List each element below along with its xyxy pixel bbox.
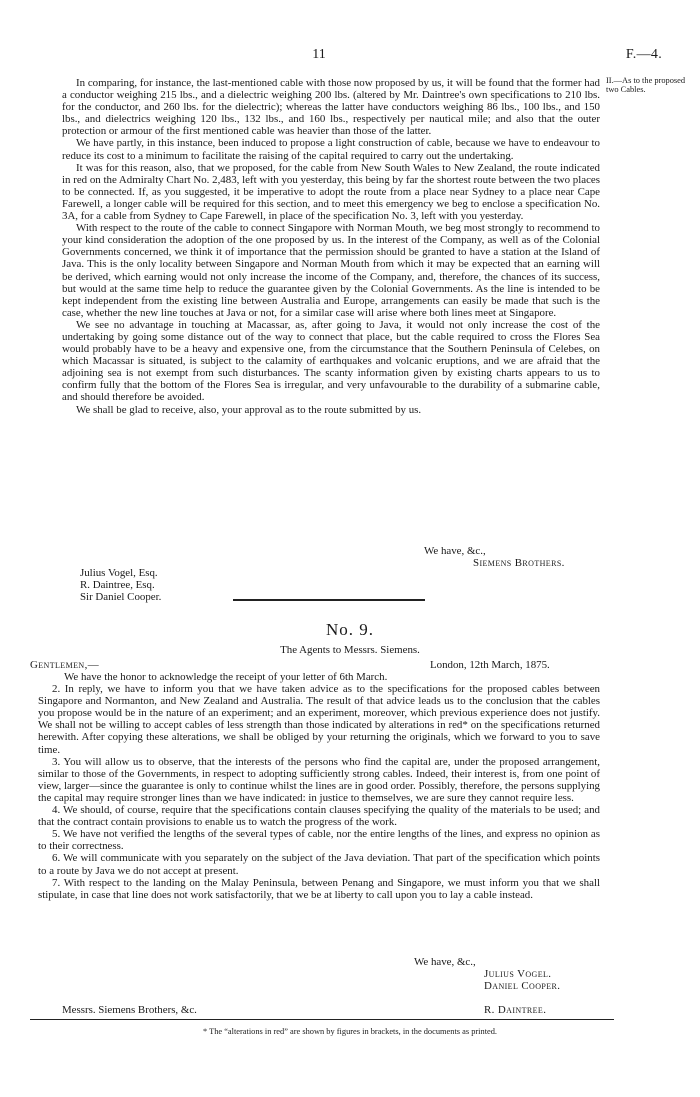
salutation: Gentlemen,—	[30, 659, 99, 671]
paragraph: We shall be glad to receive, also, your approval as to the route submitted by us.	[76, 403, 422, 416]
signature: R. Daintree.	[484, 1004, 547, 1016]
closing-line: We have, &c.,	[414, 956, 476, 968]
signature: Julius Vogel.	[484, 968, 552, 980]
addressee: Julius Vogel, Esq.	[80, 567, 158, 579]
paragraph: We have partly, in this instance, been induced to propose a light construction of cable, because we have to endeavour to reduce its cost to a minimum to facilitate the raising of the capital required to carry out the undertaking.	[62, 137, 600, 162]
paragraph: With respect to the route of the cable to connect Singapore with Norman Mouth, we beg most strongly to recommend to your kind consideration the adoption of the one proposed by us. In the interest of the Company, as well as of the Colonial Governments concerned, we think it of importance that the permission should be granted to have a station at the Island of Java. This is the only locality between Singapore and Norman Mouth from which it may be expected that an earning will be derived, which earning would not only increase the income of the Company, and, therefore, the chances of its success, but would at the same time help to reduce the guarantee given by the Colonial Governments. As the line is intended to be kept independent from the existing line between Australia and Europe, arrangements can easily be made that such is the case, whether the new line touches at Java or not, for a similar case will arise where both lines meet at Singapore.	[62, 222, 600, 319]
addressee: Messrs. Siemens Brothers, &c.	[62, 1004, 197, 1016]
footnote: * The “alterations in red” are shown by figures in brackets, in the documents as printed.	[202, 1027, 498, 1036]
letter-body-siemens	[62, 77, 600, 416]
margin-note: II.—As to the proposed two Cables.	[606, 76, 686, 95]
paragraph: 2. In reply, we have to inform you that we have taken advice as to the specifications for the proposed cables between Singapore and Normanton, and New Zealand and Australia. The result of that advice leads us to the conclusion that the cables you propose would be in the nature of an experiment; and an experiment, moreover, which previous experience does not justify. We shall not be willing to accept cables of less strength than those indicated by alterations in red* on the specifications returned herewith. After copying these alterations, we shall be obliged by your returning the originals, which we forward to you to save time.	[38, 683, 600, 756]
addressee-block	[80, 567, 161, 603]
paper-reference: F.—4.	[625, 47, 662, 62]
paragraph: 3. You will allow us to observe, that the interests of the persons who find the capital are, under the proposed arrangement, similar to those of the Governments, in respect to adopting sufficiently strong cables. Indeed, their interest is, from one point of view, larger—since the guarantee is only to continue whilst the lines are in good order. Possibly, therefore, the persons supplying the capital may require stronger lines than we have indicated: in justice to themselves, we are sure they cannot require less.	[38, 755, 600, 804]
document-number: No. 9.	[325, 620, 375, 639]
section-divider	[233, 599, 425, 601]
paragraph: 6. We will communicate with you separately on the subject of the Java deviation. That part of the specification which points to a route by Java we do not accept at present.	[38, 852, 600, 877]
place-date: London, 12th March, 1875.	[430, 659, 550, 671]
paragraph: In comparing, for instance, the last-mentioned cable with those now proposed by us, it will be found that the former had a conductor weighing 215 lbs., and a dielectric weighing 200 lbs. (altered by Mr. Daintree's own specifications to 210 lbs. for the conductor, and 260 lbs. for the dielectric); whereas the latter have conductors weighing 86 lbs., 100 lbs., and 150 lbs., and dielectrics weighing 120 lbs., 132 lbs., and 160 lbs., respectively per nautical mile; and also that the outer protection or armour of the first mentioned cable was heavier than those of the latter.	[62, 77, 600, 138]
paragraph: 4. We should, of course, require that the specifications contain clauses specifying the quality of the materials to be used; and that the contract contain provisions to enable us to watch the progress of the work.	[38, 804, 600, 829]
signature: Siemens Brothers.	[473, 557, 565, 569]
page-number: 11	[312, 47, 326, 62]
paragraph: 5. We have not verified the lengths of the several types of cable, nor the entire lengths of the lines, and express no opinion as to their correctness.	[38, 828, 600, 853]
paragraph: It was for this reason, also, that we proposed, for the cable from New South Wales to New Zealand, the route indicated in red on the Admiralty Chart No. 2,483, left with you yesterday, this being by far the shortest route between the two places to be connected. If, as you suggested, it be imperative to adopt the route from a place near Sydney to a place near Cape Farewell, a longer cable will be required for this section, and to meet this emergency we beg to enclose a specification No. 3A, for a cable from Sydney to Cape Farewell, in place of the specification No. 3, left with you yesterday.	[62, 161, 600, 223]
addressee: R. Daintree, Esq.	[80, 579, 155, 592]
closing-line: We have, &c.,	[424, 545, 486, 557]
paragraph: 7. With respect to the landing on the Malay Peninsula, between Penang and Singapore, we must inform you that we shall stipulate, in case that line does not work satisfactorily, that we be at liberty to call upon you to lay a cable instead.	[38, 876, 600, 901]
footnote-divider	[30, 1019, 614, 1020]
paragraph: We see no advantage in touching at Macassar, as, after going to Java, it would not only increase the cost of the undertaking by going some distance out of the way to connect that place, but the cable required to cross the Flores Sea would probably have to be a heavy and expensive one, from the circumstance that the Southern Peninsula of Celebes, on which Macassar is situated, is subject to the calamity of earthquakes and volcanic eruptions, and we are afraid that the adjoining sea is not exempt from such disturbances. The scanty information given by existing charts appears to us to confirm fully that the bottom of the Flores Sea is irregular, and very unfavourable to the durability of a submarine cable, and should therefore be avoided.	[62, 318, 600, 404]
paragraph: We have the honor to acknowledge the receipt of your letter of 6th March.	[64, 671, 388, 683]
addressee: Sir Daniel Cooper.	[80, 591, 162, 604]
signature: Daniel Cooper.	[484, 980, 561, 992]
document-subtitle: The Agents to Messrs. Siemens.	[280, 644, 420, 656]
letter-body-agents	[38, 671, 600, 901]
